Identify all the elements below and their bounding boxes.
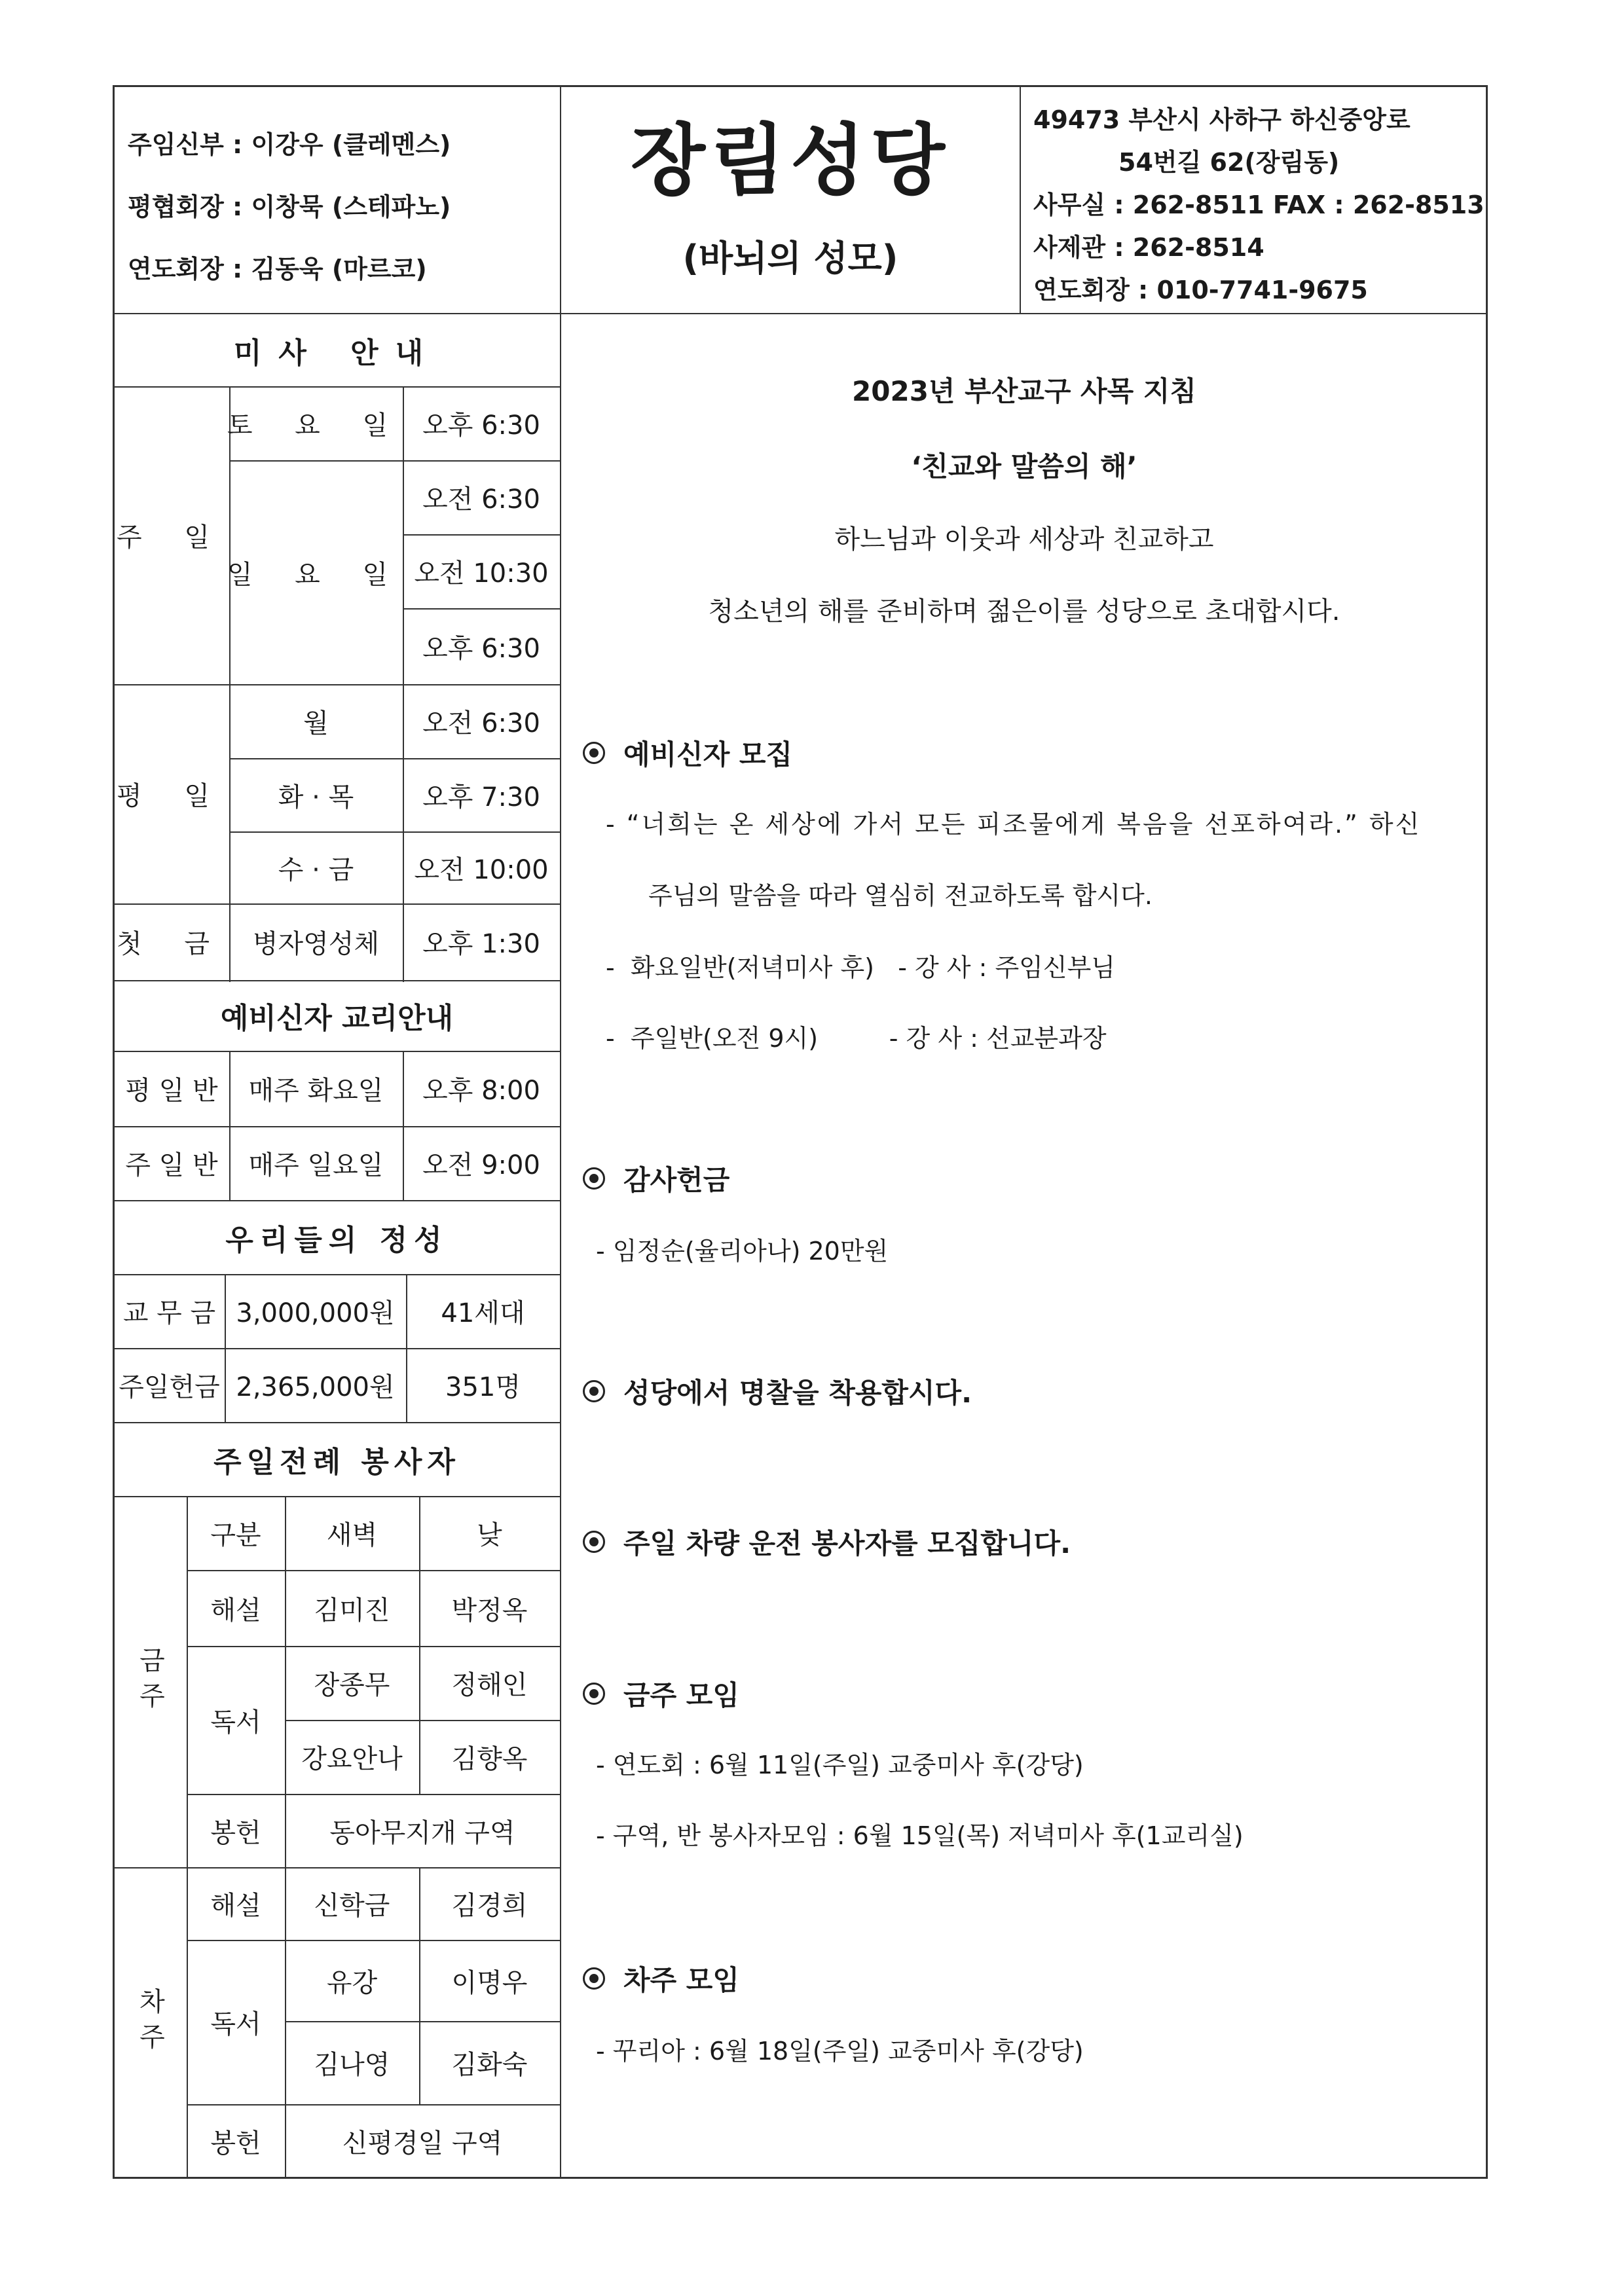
sunday-day-label: 일 요 일 (227, 559, 405, 590)
next-week-meeting-item-1: - 꾸리아 : 6월 18일(주일) 교중미사 후(강당) (596, 2037, 1084, 2066)
next-week-label: 차주 (135, 1988, 165, 2058)
next-week-meeting-heading: 차주 모임 (583, 1959, 739, 1998)
staff-yeondo-president: 연도회장 : 김동욱 (마르코) (128, 255, 427, 283)
weekday-wed-fri: 수 · 금 (278, 854, 354, 885)
staff-pastor: 주임신부 : 이강우 (클레멘스) (128, 130, 451, 159)
next-week-commentary-label: 해설 (210, 1891, 261, 1921)
first-friday-label: 첫 금 (117, 929, 227, 959)
pastoral-title: 2023년 부산교구 사목 지침 (852, 375, 1196, 407)
offering-tithe-amount: 3,000,000원 (236, 1298, 395, 1328)
catechism-sunday-day: 매주 일요일 (248, 1150, 384, 1180)
thanks-item: - 임정순(율리아나) 20만원 (596, 1237, 889, 1266)
weekday-mon: 월 (303, 708, 329, 738)
next-week-offering-label: 봉헌 (210, 2128, 261, 2159)
header-sep-left (560, 85, 561, 313)
catechumen-class-2: - 주일반(오전 9시) - 강 사 : 선교분과장 (606, 1024, 1107, 1053)
this-week-commentary-label: 해설 (210, 1595, 261, 1626)
servers-title: 주일전례 봉사자 (213, 1445, 460, 1479)
next-week-offering-group: 신평경일 구역 (342, 2128, 503, 2159)
this-week-reading-dawn-1: 장종무 (314, 1670, 390, 1700)
pastoral-line2: 청소년의 해를 준비하며 젊은이를 성당으로 초대합시다. (708, 596, 1340, 627)
catechism-weekday-label: 평 일 반 (125, 1076, 218, 1106)
mass-guide-title: 미사 안내 (233, 337, 441, 370)
catechism-sunday-label: 주 일 반 (125, 1150, 218, 1180)
catechism-sunday-time: 오전 9:00 (422, 1150, 540, 1180)
bullet-icon (583, 1967, 605, 1990)
office-phone: 사무실 : 262-8511 FAX : 262-8513 (1033, 191, 1485, 219)
driver-heading: 주일 차량 운전 봉사자를 모집합니다. (583, 1522, 1071, 1561)
first-friday-desc: 병자영성체 (252, 929, 380, 959)
address-line2: 54번길 62(장림동) (1118, 148, 1340, 177)
next-week-reading-day-2: 김화숙 (451, 2050, 528, 2080)
address-line1: 49473 부산시 사하구 하신중앙로 (1033, 105, 1411, 134)
offering-tithe-label: 교 무 금 (122, 1298, 216, 1328)
bullet-icon (583, 1167, 605, 1190)
header-sep-right (1020, 85, 1021, 313)
offering-sunday-count: 351명 (445, 1372, 521, 1402)
next-week-commentary-dawn: 신학금 (314, 1891, 390, 1921)
this-week-reading-label: 독서 (210, 1707, 261, 1738)
next-week-reading-label: 독서 (210, 2009, 261, 2039)
weekday-wed-fri-time: 오전 10:00 (414, 854, 549, 885)
sunday-time-3: 오후 6:30 (422, 633, 540, 664)
this-week-reading-day-2: 김향옥 (451, 1744, 528, 1774)
servers-col-dawn: 새벽 (326, 1520, 378, 1550)
column-divider (560, 313, 561, 2179)
next-week-reading-dawn-1: 유강 (326, 1967, 378, 1998)
yeondo-phone: 연도회장 : 010-7741-9675 (1033, 276, 1368, 304)
bullet-icon (583, 1531, 605, 1553)
offering-tithe-count: 41세대 (441, 1298, 525, 1328)
servers-col-label: 구분 (210, 1520, 261, 1550)
sunday-time-1: 오전 6:30 (422, 484, 540, 515)
saturday-time: 오후 6:30 (422, 410, 540, 441)
this-week-commentary-dawn: 김미진 (314, 1595, 390, 1626)
weekday-tue-thu: 화 · 목 (278, 782, 354, 812)
catechumen-quote-2: 주님의 말씀을 따라 열심히 전교하도록 합시다. (648, 881, 1153, 910)
weekday-label: 평 일 (117, 781, 227, 811)
bullet-icon (583, 742, 605, 764)
catechumen-class-1: - 화요일반(저녁미사 후) - 강 사 : 주임신부님 (606, 953, 1115, 982)
offering-sunday-amount: 2,365,000원 (236, 1372, 395, 1402)
this-week-offering-group: 동아무지개 구역 (329, 1817, 515, 1848)
this-week-commentary-day: 박정옥 (451, 1595, 528, 1626)
catechumen-heading: 예비신자 모집 (583, 733, 792, 773)
weekday-mon-time: 오전 6:30 (422, 708, 540, 738)
catechism-weekday-time: 오후 8:00 (422, 1076, 540, 1106)
offering-sunday-label: 주일헌금 (119, 1372, 220, 1402)
catechumen-quote-1: - “너희는 온 세상에 가서 모든 피조물에게 복음을 선포하여라.” 하신 (606, 810, 1422, 839)
this-week-offering-label: 봉헌 (210, 1817, 261, 1848)
saturday-label: 토 요 일 (227, 410, 405, 441)
rectory-phone: 사제관 : 262-8514 (1033, 233, 1264, 262)
church-patron: (바뇌의 성모) (682, 237, 898, 279)
staff-council-president: 평협회장 : 이창묵 (스테파노) (128, 192, 451, 221)
offerings-title: 우리들의 정성 (225, 1223, 449, 1257)
pastoral-theme: ‘친교와 말씀의 해’ (911, 450, 1137, 483)
church-name: 장림성당 (631, 115, 950, 206)
catechism-title: 예비신자 교리안내 (220, 1002, 454, 1035)
this-week-meeting-item-1: - 연도회 : 6월 11일(주일) 교중미사 후(강당) (596, 1751, 1084, 1779)
this-week-meeting-item-2: - 구역, 반 봉사자모임 : 6월 15일(목) 저녁미사 후(1교리실) (596, 1821, 1244, 1850)
this-week-reading-day-1: 정해인 (451, 1670, 528, 1700)
next-week-commentary-day: 김경희 (451, 1891, 528, 1921)
thanks-heading: 감사헌금 (583, 1159, 729, 1198)
next-week-reading-dawn-2: 김나영 (314, 2050, 390, 2080)
nametag-heading: 성당에서 명찰을 착용합시다. (583, 1372, 972, 1411)
weekday-tue-thu-time: 오후 7:30 (422, 782, 540, 812)
servers-col-day: 낮 (477, 1520, 502, 1550)
pastoral-line1: 하느님과 이웃과 세상과 친교하고 (834, 524, 1214, 555)
this-week-label: 금주 (135, 1646, 165, 1717)
catechism-weekday-day: 매주 화요일 (248, 1076, 384, 1106)
sunday-time-2: 오전 10:30 (414, 558, 549, 589)
bullet-icon (583, 1683, 605, 1705)
this-week-reading-dawn-2: 강요안나 (301, 1744, 403, 1774)
bullet-icon (583, 1380, 605, 1402)
this-week-meeting-heading: 금주 모임 (583, 1674, 739, 1713)
next-week-reading-day-1: 이명우 (451, 1967, 528, 1998)
first-friday-time: 오후 1:30 (422, 929, 540, 959)
sunday-label: 주 일 (117, 522, 227, 553)
